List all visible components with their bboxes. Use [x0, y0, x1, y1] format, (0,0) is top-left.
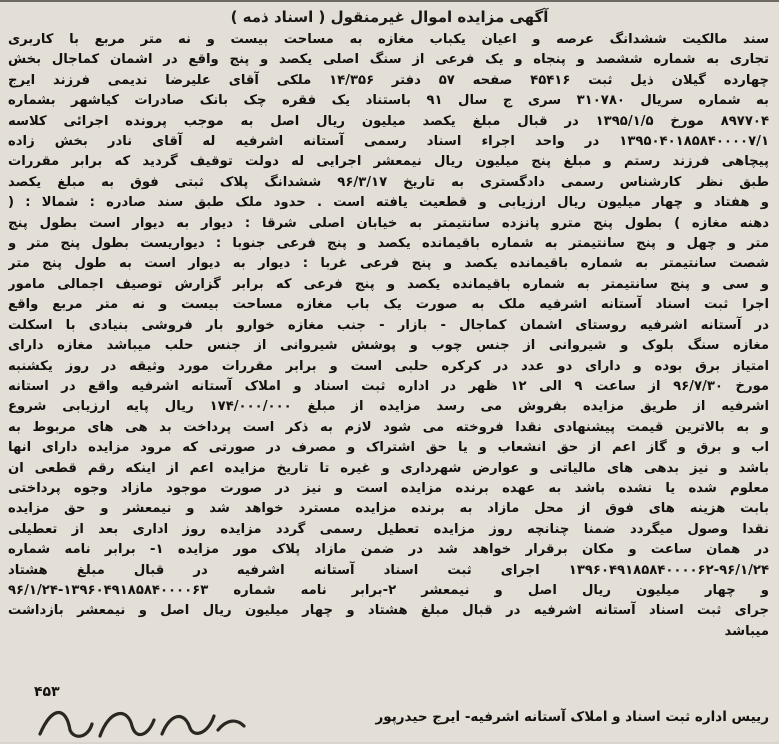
notice-line: طبق نظر کارشناس رسمی دادگستری به تاریخ ۹۶/۳/۱۷ ششدانگ پلاک ثبتی فوق به مبلغ یکصد [8, 174, 769, 190]
notice-line: دهنه مغازه ) بطول پنج مترو پانزده سانتیمتر به خیابان اصلی شرقا : دیوار به دیوار است بطول پنج [8, 215, 769, 231]
notice-line: ۸۹۷۷۰۴ مورخ ۱۳۹۵/۱/۵ در قبال مبلغ یکصد میلیون ریال اصل به موجب پرونده اجرائی کلاسه [8, 113, 769, 129]
notice-line: اب و برق و گاز اعم از حق انشعاب و یا حق اشتراک و مصرف در صورتی که مرود مزایده دارای انها [8, 440, 769, 456]
notice-title: آگهی مزایده اموال غیرمنقول ( اسناد ذمه ) [230, 8, 549, 26]
notice-line: ۱۳۹۵۰۴۰۱۸۵۸۴۰۰۰۰۷/۱ در واحد اجراء اسناد رسمی آستانه اشرفیه له آقای نادر بخش زاده [8, 134, 769, 150]
notice-line: بابت هزینه های فوق از محل مازاد به برنده مزایده مسترد خواهد شد و نیمعشر و حق مزایده [8, 501, 769, 517]
notice-line: میباشد [724, 623, 769, 639]
notice-line: و هفتاد و چهار میلیون ریال ارزیابی و قطعیت یافته است . حدود ملک طبق سند صادره : شمالا : ( [8, 195, 769, 211]
notice-line: ۱۳۹۶۰۴۹۱۸۵۸۴۰۰۰۰۶۲-۹۶/۱/۲۴ اجرای ثبت اسناد آستانه اشرفیه در قبال مبلغ هشتاد [8, 562, 769, 578]
handwritten-mark [30, 700, 250, 744]
notice-line: تجاری به شماره ششصد و پنجاه و یک فرعی از سنگ اصلی یکصد و پنج واقع در اشمان کماجال بخش [8, 52, 769, 68]
notice-body [8, 30, 769, 642]
notice-line: باشد و نیز بدهی های مالیاتی و عوارض شهرداری و غیره تا تاریخ مزایده اعم از اینکه رقم قطعی ان [8, 460, 769, 476]
notice-line: به شماره سریال ۳۱۰۷۸۰ سری ج سال ۹۱ باستناد یک فقره چک بانک صادرات کیاشهر بشماره [8, 93, 769, 109]
notice-line: و چهار میلیون ریال اصل و نیمعشر ۲-برابر نامه شماره ۱۳۹۶۰۴۹۱۸۵۸۴۰۰۰۰۶۳-۹۶/۱/۲۴ [8, 582, 769, 598]
notice-line: و به بالاترین قیمت پیشنهادی نقدا فروخته می شود لازم به ذکر است پرداخت بد هی های مربوط به [8, 419, 769, 435]
notice-line: چهارده گیلان ذیل ثبت ۴۵۴۱۶ صفحه ۵۷ دفتر ۱۴/۳۵۶ ملکی آقای علیرضا ندیمی فرزند ایرج [8, 72, 769, 88]
notice-line: اشرفیه از طریق مزایده بفروش می رسد مزایده از مبلغ ۱۷۴/۰۰۰/۰۰۰ ریال پایه ارزیابی شروع [8, 399, 769, 415]
notice-line: معلوم شده یا نشده باشد به عهده برنده مزایده است و نیز در صورت موجود مازاد وجوه پرداختی [8, 480, 769, 496]
notice-line: در آستانه اشرفیه روستای اشمان کماجال - بازار - جنب مغازه خوارو بار فروشی بنیادی با اسکلت [8, 317, 769, 333]
notice-line: مغازه سنگ بلوک و شیروانی از جنس چوب و پوشش شیروانی از جنس حلب میباشد مغازه دارای [8, 338, 769, 354]
notice-line: امتیاز برق بوده و دارای دو عدد در کرکره حلبی است و برابر مقررات مورد وثیقه در روز یکشنبه [8, 358, 769, 374]
signature-line: رییس اداره ثبت اسناد و املاک آستانه اشرفیه- ایرج حیدرپور [375, 709, 769, 725]
notice-line: در همان ساعت و مکان برقرار خواهد شد در ضمن مازاد پلاک مور مزایده ۱- برابر نامه شماره [8, 542, 769, 558]
notice-line: نقدا وصول میگردد ضمنا چنانچه روز مزایده تعطیل رسمی گردد مزایده روز اداری بعد از تعطیلی [8, 521, 769, 537]
notice-line: پیچاهی فرزند رستم و مبلغ پنج میلیون ریال نیمعشر اجرایی له دولت توقیف گردید که برابر مقررات [8, 154, 769, 170]
notice-header [0, 7, 779, 27]
notice-line: مورخ ۹۶/۷/۳۰ از ساعت ۹ الی ۱۲ ظهر در اداره ثبت اسناد و املاک آستانه اشرفیه واقع در استانه [8, 378, 769, 394]
ad-number: ۴۵۳ [34, 684, 60, 700]
notice-line: و سی و پنج سانتیمتر به شماره باقیمانده یکصد و پنج فرعی که برابر گزارش توصیف اجمالی مامور [8, 276, 769, 292]
notice-line: شصت سانتیمتر به شماره باقیمانده یکصد و پنج فرعی غربا : دیوار به دیوار است به طول پنج متر [8, 256, 769, 272]
notice-line: اجرا ثبت اسناد آستانه اشرفیه ملک به صورت یک باب مغازه مساحت بیست و نه متر مربع واقع [8, 297, 769, 313]
notice-line: جرای ثبت اسناد آستانه اشرفیه در قبال مبلغ هشتاد و چهار میلیون ریال اصل و نیمعشر بازداشت [8, 603, 769, 619]
notice-line: متر و چهل و پنج سانتیمتر به شماره باقیمانده یکصد و پنج فرعی جنوبا : دیواریست بطول پنج متر و [8, 236, 769, 252]
notice-line: سند مالکیت ششدانگ عرصه و اعیان یکباب مغازه به مساحت بیست و نه متر مربع با کاربری [8, 32, 769, 47]
